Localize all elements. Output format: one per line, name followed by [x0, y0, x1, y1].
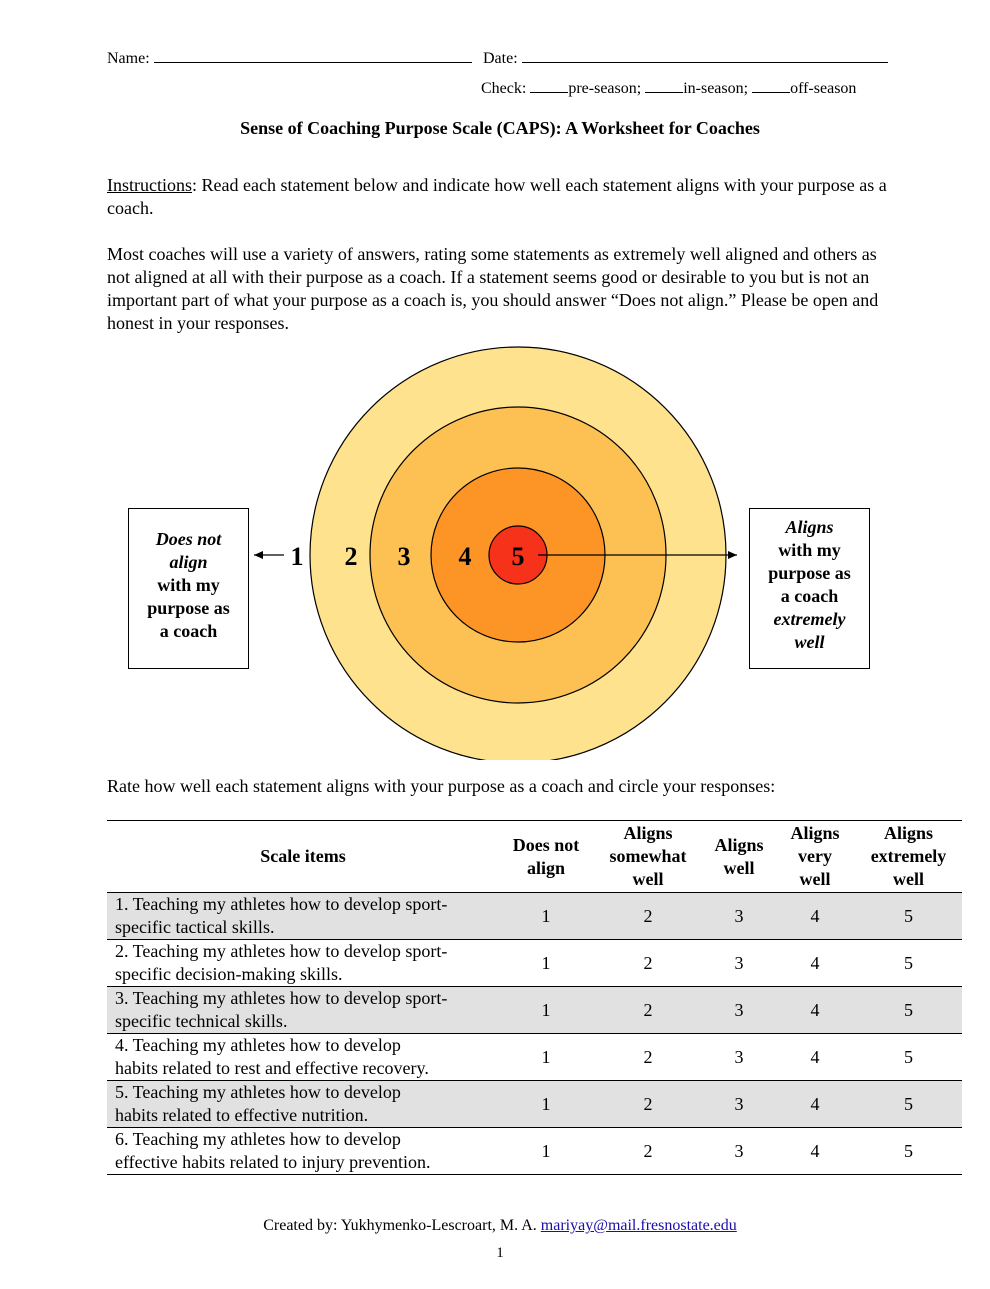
rating-option-3[interactable]: 3 [703, 987, 775, 1034]
rating-option-1[interactable]: 1 [499, 987, 593, 1034]
page-number: 1 [496, 1245, 504, 1261]
scale-item-text: 3. Teaching my athletes how to develop sport- specific technical skills. [107, 987, 499, 1034]
off-season-option: off-season [790, 80, 857, 97]
created-by-text: Created by: Yukhymenko-Lescroart, M. A. [263, 1217, 537, 1234]
right-box-line-3: purpose as [768, 563, 851, 583]
does-not-align-box [128, 508, 249, 669]
scale-item-text: 1. Teaching my athletes how to develop sport- specific tactical skills. [107, 893, 499, 940]
rating-option-2[interactable]: 2 [643, 1140, 653, 1161]
table-row [107, 987, 962, 1034]
rating-option-4[interactable]: 4 [775, 893, 855, 940]
header-aligns-extremely-well: Aligns extremely well [870, 823, 947, 889]
rating-option-5[interactable]: 5 [904, 1140, 913, 1161]
rating-option-2[interactable]: 2 [593, 1081, 703, 1128]
right-box-line-1: Aligns [785, 517, 834, 537]
date-label: Date: [483, 50, 518, 67]
table-row [107, 893, 962, 940]
rating-option-1[interactable]: 1 [499, 1081, 593, 1128]
rating-option-4[interactable]: 4 [775, 1081, 855, 1128]
rating-option-5[interactable]: 5 [904, 952, 913, 973]
worksheet-title: Sense of Coaching Purpose Scale (CAPS): A Worksheet for Coaches [240, 118, 760, 138]
rating-option-1[interactable]: 1 [541, 952, 551, 973]
table-row [107, 1081, 962, 1128]
rating-option-5[interactable]: 5 [855, 893, 962, 940]
rating-option-3[interactable]: 3 [734, 1140, 744, 1161]
scale-item-text: 4. Teaching my athletes how to develop habits related to rest and effective recovery. [115, 1035, 429, 1078]
header-aligns-well: Aligns well [714, 834, 764, 878]
rating-option-2[interactable]: 2 [643, 952, 653, 973]
header-aligns-very-well: Aligns very well [790, 823, 840, 889]
table-row [107, 1128, 962, 1175]
rating-option-3[interactable]: 3 [734, 1046, 744, 1067]
rating-option-1[interactable]: 1 [541, 1046, 551, 1067]
rating-option-5[interactable]: 5 [855, 1081, 962, 1128]
left-box-line-1: Does not [155, 529, 222, 549]
ring-number-1: 1 [290, 542, 304, 571]
scale-item-text: 5. Teaching my athletes how to develop habits related to effective nutrition. [107, 1081, 499, 1128]
rating-option-3[interactable]: 3 [703, 893, 775, 940]
rating-option-4[interactable]: 4 [810, 952, 820, 973]
scale-item-text: 2. Teaching my athletes how to develop sport- specific decision-making skills. [115, 941, 448, 984]
rating-option-5[interactable]: 5 [904, 1046, 913, 1067]
header-scale-items: Scale items [260, 846, 346, 866]
ring-number-4: 4 [458, 542, 472, 571]
left-box-line-2: align [169, 552, 208, 572]
rating-option-5[interactable]: 5 [855, 987, 962, 1034]
in-season-option: in-season; [683, 80, 749, 97]
author-email-link[interactable]: mariyay@mail.fresnostate.edu [540, 1217, 737, 1234]
left-box-line-4: purpose as [147, 598, 230, 618]
scale-item-text: 6. Teaching my athletes how to develop effective habits related to injury prevention. [115, 1129, 431, 1172]
right-box-line-6: well [794, 632, 825, 652]
rating-option-3[interactable]: 3 [703, 1081, 775, 1128]
rating-option-1[interactable]: 1 [541, 1140, 551, 1161]
name-label: Name: [107, 50, 150, 67]
ring-number-2: 2 [344, 542, 358, 571]
instructions-text: : Read each statement below and indicate how well each statement aligns with your purpose as a coach. [107, 175, 887, 218]
instructions-label: Instructions [107, 175, 192, 195]
rating-option-4[interactable]: 4 [810, 1046, 820, 1067]
rating-option-4[interactable]: 4 [810, 1140, 820, 1161]
ring-number-3: 3 [397, 542, 411, 571]
rating-option-3[interactable]: 3 [734, 952, 744, 973]
table-row [107, 1034, 962, 1081]
header-does-not-align: Does not align [512, 834, 580, 878]
footer-credit [0, 1217, 990, 1235]
right-box-line-4: a coach [780, 586, 839, 606]
guidance-paragraph: Most coaches will use a variety of answers, rating some statements as extremely well aligned and others as not aligned at all with their purpose as a coach. If a statement seems good or desirable to you but is not an important part of what your purpose as a coach is, you should answer “Does not align.” Please be open and honest in your responses. [107, 244, 879, 333]
header-aligns-somewhat-well: Aligns somewhat well [609, 823, 687, 889]
rating-option-1[interactable]: 1 [499, 893, 593, 940]
left-box-line-3: with my [157, 575, 220, 595]
aligns-extremely-well-box [749, 508, 870, 669]
check-label: Check: [481, 80, 527, 97]
left-box-line-5: a coach [159, 621, 218, 641]
rating-option-2[interactable]: 2 [643, 1046, 653, 1067]
right-box-line-5: extremely [773, 609, 846, 629]
table-header-row [107, 821, 962, 893]
rating-option-2[interactable]: 2 [593, 987, 703, 1034]
table-row [107, 940, 962, 987]
scale-table [107, 820, 962, 1175]
rating-option-4[interactable]: 4 [775, 987, 855, 1034]
ring-number-5: 5 [511, 542, 525, 571]
right-box-line-2: with my [778, 540, 841, 560]
rate-prompt: Rate how well each statement aligns with your purpose as a coach and circle your responses: [107, 776, 776, 796]
rating-option-2[interactable]: 2 [593, 893, 703, 940]
pre-season-option: pre-season; [568, 80, 642, 97]
